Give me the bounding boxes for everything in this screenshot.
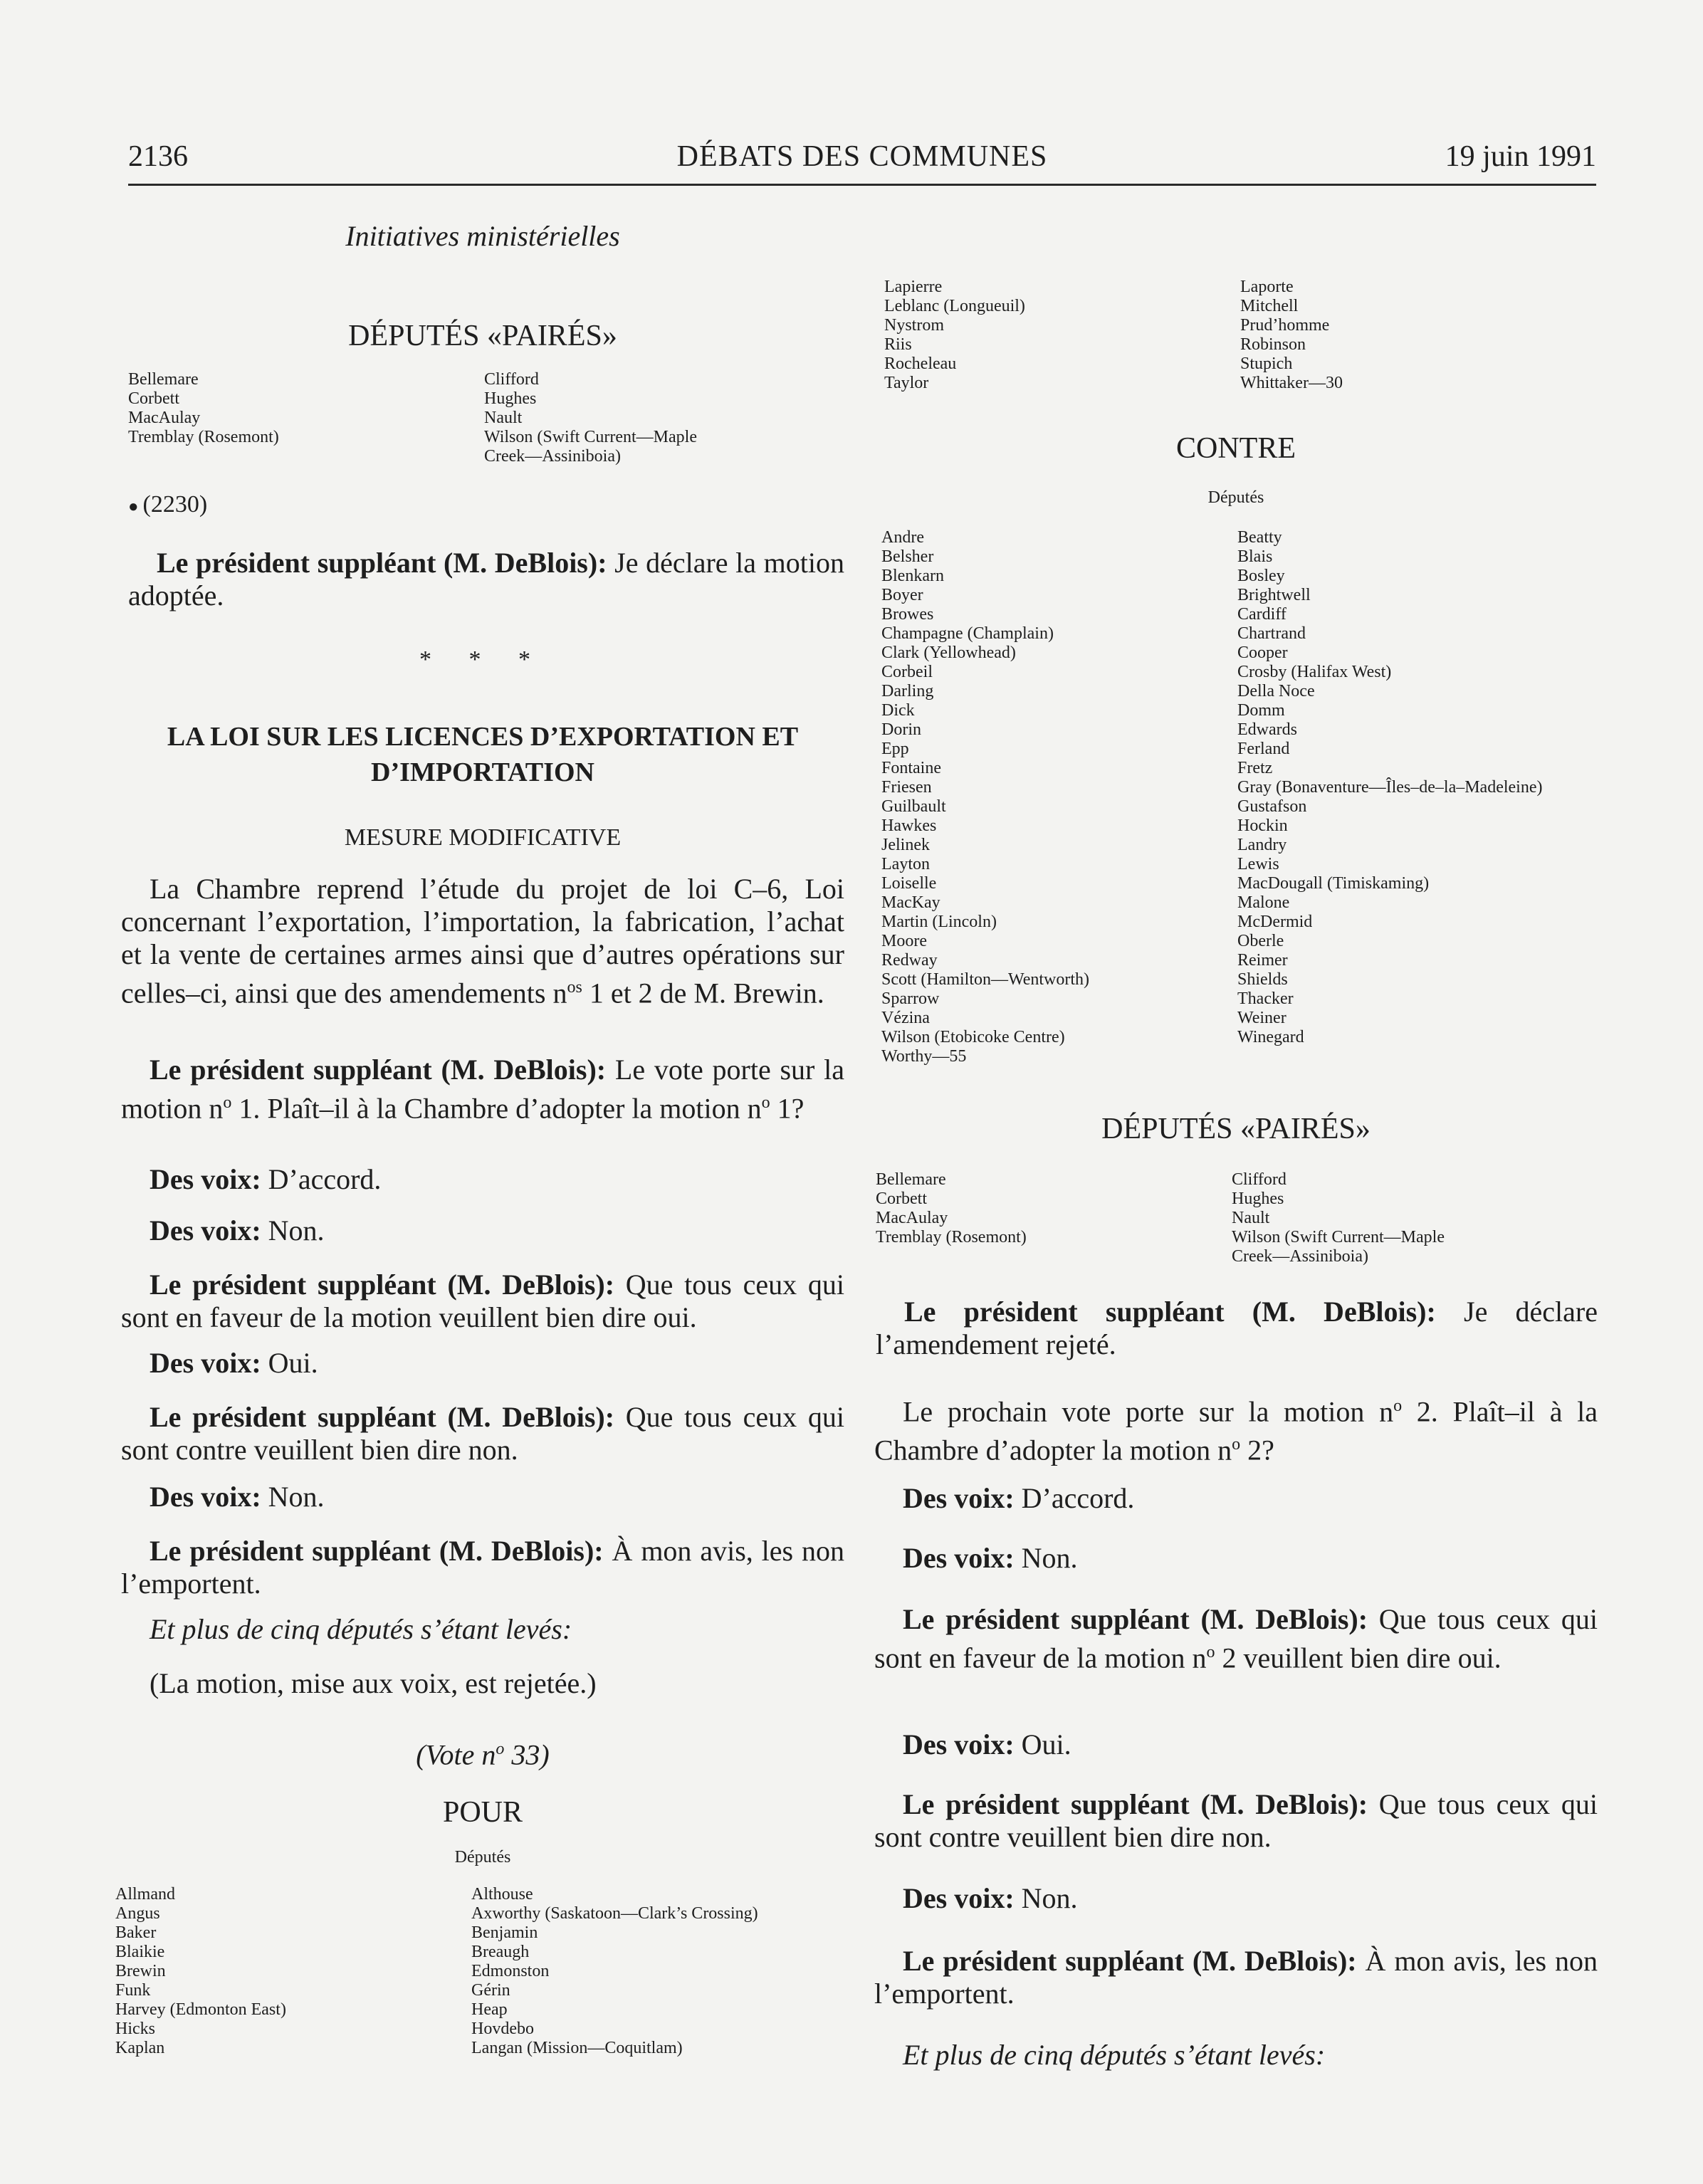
member-name: Browes <box>881 605 934 624</box>
member-name: Della Noce <box>1237 682 1315 700</box>
member-name: Winegard <box>1237 1028 1304 1046</box>
paragraph-6: Le président suppléant (M. DeBlois): Que tous ceux qui sont en faveur de la motion veuillent bien dire oui. <box>121 1269 844 1333</box>
contre-list <box>881 528 1593 1066</box>
paragraph-1: Le président suppléant (M. DeBlois): Je déclare la motion adoptée. <box>128 547 844 611</box>
member-name: Vézina <box>881 1009 930 1027</box>
member-name: MacAulay <box>128 409 201 427</box>
member-name: Whittaker—30 <box>1240 374 1343 392</box>
member-name: Belsher <box>881 547 934 566</box>
member-name: Leblanc (Longueuil) <box>884 297 1025 315</box>
member-name: Weiner <box>1237 1009 1287 1027</box>
paired-title: DÉPUTÉS «PAIRÉS» <box>348 320 617 352</box>
member-name: Gérin <box>471 1981 510 2000</box>
member-name: Corbett <box>128 389 179 408</box>
member-name: McDermid <box>1237 913 1313 931</box>
contre-list-col1 <box>881 528 1237 1066</box>
pour-continued-col1 <box>884 278 1240 393</box>
contre-title: CONTRE <box>1176 432 1296 465</box>
member-name: Clifford <box>484 370 539 389</box>
paired-list-col2 <box>484 370 840 466</box>
member-name: Rocheleau <box>884 355 957 373</box>
member-name: Nault <box>484 409 523 427</box>
member-name: Domm <box>1237 701 1285 720</box>
member-name: Jelinek <box>881 836 930 854</box>
member-name: Blenkarn <box>881 567 944 585</box>
paragraph-q9: Le président suppléant (M. DeBlois): À mon avis, les non l’emportent. <box>874 1945 1598 2010</box>
member-name: Blaikie <box>115 1943 165 1961</box>
member-name: Hockin <box>1237 817 1288 835</box>
member-name: Ferland <box>1237 740 1290 758</box>
pour-continued-col2 <box>1240 278 1596 393</box>
paragraph-9: Des voix: Non. <box>150 1481 325 1513</box>
pour-list-col2 <box>471 1885 827 2058</box>
paragraph-q6: Des voix: Oui. <box>903 1728 1071 1760</box>
member-name: Layton <box>881 855 930 873</box>
paragraph-8: Le président suppléant (M. DeBlois): Que tous ceux qui sont contre veuillent bien dire non. <box>121 1401 844 1466</box>
member-name: Moore <box>881 932 927 950</box>
member-name: Friesen <box>881 778 932 797</box>
member-name: Tremblay (Rosemont) <box>876 1228 1027 1246</box>
member-name: Creek—Assiniboia) <box>1232 1247 1368 1266</box>
member-name: Baker <box>115 1923 157 1942</box>
member-name: Dorin <box>881 720 921 739</box>
member-name: Bellemare <box>128 370 199 389</box>
paragraph-q3: Des voix: D’accord. <box>903 1482 1135 1514</box>
member-name: Fretz <box>1237 759 1273 777</box>
member-name: Brightwell <box>1237 586 1311 604</box>
member-name: Allmand <box>115 1885 175 1904</box>
subtitle: MESURE MODIFICATIVE <box>344 824 622 851</box>
member-name: Gray (Bonaventure—Îles–de–la–Madeleine) <box>1237 778 1543 797</box>
paragraph-4: Des voix: D’accord. <box>150 1163 382 1195</box>
member-name: Epp <box>881 740 909 758</box>
pour-continued-list <box>884 278 1596 393</box>
paired-list <box>128 370 840 466</box>
member-name: Brewin <box>115 1962 166 1980</box>
member-name: Angus <box>115 1904 160 1923</box>
member-name: Benjamin <box>471 1923 538 1942</box>
paragraph-12: (La motion, mise aux voix, est rejetée.) <box>150 1667 597 1699</box>
member-name: Bosley <box>1237 567 1285 585</box>
pour-title: POUR <box>442 1796 523 1829</box>
vote-number: (Vote $n^o$ 33) <box>416 1738 550 1771</box>
member-name: Dick <box>881 701 915 720</box>
publication-date: 19 juin 1991 <box>1445 140 1596 173</box>
member-name: Guilbault <box>881 797 946 816</box>
member-name: Nystrom <box>884 316 944 335</box>
member-name: Clark (Yellowhead) <box>881 644 1016 662</box>
member-name: Andre <box>881 528 924 547</box>
member-name: Martin (Lincoln) <box>881 913 997 931</box>
paragraph-q7: Le président suppléant (M. DeBlois): Que tous ceux qui sont contre veuillent bien dire non. <box>874 1788 1598 1853</box>
member-name: Wilson (Etobicoke Centre) <box>881 1028 1065 1046</box>
deputes-label: Députés <box>454 1848 511 1867</box>
member-name: Hughes <box>484 389 537 408</box>
paragraph-q4: Des voix: Non. <box>903 1542 1078 1574</box>
pour-list <box>115 1885 827 2058</box>
member-name: Langan (Mission—Coquitlam) <box>471 2039 683 2057</box>
member-name: Worthy—55 <box>881 1047 967 1066</box>
deputes-label: Députés <box>1207 488 1264 507</box>
member-name: Kaplan <box>115 2039 165 2057</box>
member-name: Heap <box>471 2000 508 2019</box>
paired-list-col1 <box>876 1170 1232 1266</box>
member-name: Corbett <box>876 1190 927 1208</box>
paragraph-7: Des voix: Oui. <box>150 1347 318 1379</box>
member-name: Nault <box>1232 1209 1270 1227</box>
contre-list-col2 <box>1237 528 1593 1066</box>
member-name: Darling <box>881 682 934 700</box>
member-name: Creek—Assiniboia) <box>484 447 621 466</box>
paragraph-3: Le président suppléant (M. DeBlois): Le vote porte sur la motion $n^o$ 1. Plaît–il à la Chambre d’adopter la motion $n^o$ 1? <box>121 1054 845 1125</box>
page-header <box>128 140 1596 182</box>
page-number: 2136 <box>128 140 188 173</box>
member-name: Shields <box>1237 970 1288 989</box>
paragraph-q10: Et plus de cinq députés s’étant levés: <box>903 2039 1326 2071</box>
member-name: Blais <box>1237 547 1273 566</box>
member-name: Breaugh <box>471 1943 530 1961</box>
member-name: Cardiff <box>1237 605 1287 624</box>
member-name: Landry <box>1237 836 1287 854</box>
pour-list-col1 <box>115 1885 471 2058</box>
member-name: Hovdebo <box>471 2020 534 2038</box>
member-name: Cooper <box>1237 644 1288 662</box>
member-name: Taylor <box>884 374 929 392</box>
member-name: Hughes <box>1232 1190 1284 1208</box>
paragraph-2: La Chambre reprend l’étude du projet de loi C–6, Loi concernant l’exportation, l’importation, la fabrication, l’achat et la vente de certaines armes ainsi que d’autres opérations sur celles–ci, ainsi que des amendements $n^{os}$ 1 et 2 de M. Brewin. <box>121 873 844 1009</box>
member-name: Thacker <box>1237 989 1294 1008</box>
member-name: Tremblay (Rosemont) <box>128 428 279 446</box>
member-name: Chartrand <box>1237 624 1306 643</box>
member-name: Althouse <box>471 1885 533 1904</box>
publication-title: DÉBATS DES COMMUNES <box>676 140 1048 173</box>
paragraph-q5: Le président suppléant (M. DeBlois): Que tous ceux qui sont en faveur de la motion $n^o$ 2 veuillent bien dire oui. <box>874 1603 1598 1674</box>
member-name: MacAulay <box>876 1209 948 1227</box>
member-name: Lapierre <box>884 278 943 296</box>
paired-title: DÉPUTÉS «PAIRÉS» <box>1101 1113 1371 1145</box>
speaker: Le président suppléant (M. DeBlois): <box>157 547 607 579</box>
member-name: Scott (Hamilton—Wentworth) <box>881 970 1090 989</box>
act-title: LA LOI SUR LES LICENCES D’EXPORTATION ET D’IMPORTATION <box>167 722 799 787</box>
member-name: Reimer <box>1237 951 1288 970</box>
member-name: Edwards <box>1237 720 1297 739</box>
paragraph-5: Des voix: Non. <box>150 1214 325 1246</box>
member-name: MacDougall (Timiskaming) <box>1237 874 1430 893</box>
member-name: Loiselle <box>881 874 937 893</box>
member-name: Mitchell <box>1240 297 1299 315</box>
separator-stars: * * * <box>419 646 546 673</box>
member-name: Harvey (Edmonton East) <box>115 2000 286 2019</box>
header-rule <box>128 184 1596 186</box>
member-name: Oberle <box>1237 932 1284 950</box>
member-name: Boyer <box>881 586 923 604</box>
member-name: Wilson (Swift Current—Maple <box>1232 1228 1445 1246</box>
member-name: Stupich <box>1240 355 1293 373</box>
paired-list-col1 <box>128 370 484 466</box>
member-name: Laporte <box>1240 278 1294 296</box>
member-name: Lewis <box>1237 855 1279 873</box>
member-name: Edmonston <box>471 1962 550 1980</box>
member-name: Riis <box>884 335 912 354</box>
member-name: Champagne (Champlain) <box>881 624 1054 643</box>
time-marker: ● (2230) <box>128 491 207 518</box>
member-name: Prud’homme <box>1240 316 1330 335</box>
member-name: Beatty <box>1237 528 1282 547</box>
member-name: Hicks <box>115 2020 155 2038</box>
member-name: MacKay <box>881 893 940 912</box>
section-head: Initiatives ministérielles <box>345 220 620 252</box>
member-name: Clifford <box>1232 1170 1287 1189</box>
member-name: Sparrow <box>881 989 940 1008</box>
member-name: Fontaine <box>881 759 941 777</box>
member-name: Bellemare <box>876 1170 946 1189</box>
paired-list <box>876 1170 1588 1266</box>
member-name: Corbeil <box>881 663 933 681</box>
member-name: Hawkes <box>881 817 937 835</box>
member-name: Malone <box>1237 893 1290 912</box>
paragraph-q2: Le prochain vote porte sur la motion $n^o$ 2. Plaît–il à la Chambre d’adopter la motion $n^o$ 2? <box>874 1395 1598 1466</box>
member-name: Wilson (Swift Current—Maple <box>484 428 697 446</box>
member-name: Crosby (Halifax West) <box>1237 663 1392 681</box>
member-name: Axworthy (Saskatoon—Clark’s Crossing) <box>471 1904 758 1923</box>
member-name: Robinson <box>1240 335 1306 354</box>
member-name: Funk <box>115 1981 151 2000</box>
paragraph-q8: Des voix: Non. <box>903 1882 1078 1914</box>
member-name: Gustafson <box>1237 797 1307 816</box>
paragraph-q1: Le président suppléant (M. DeBlois): Je déclare l’amendement rejeté. <box>876 1296 1598 1360</box>
paired-list-col2 <box>1232 1170 1588 1266</box>
paragraph-10: Le président suppléant (M. DeBlois): À mon avis, les non l’emportent. <box>121 1535 845 1600</box>
member-name: Redway <box>881 951 938 970</box>
paragraph-11: Et plus de cinq députés s’étant levés: <box>150 1613 572 1645</box>
